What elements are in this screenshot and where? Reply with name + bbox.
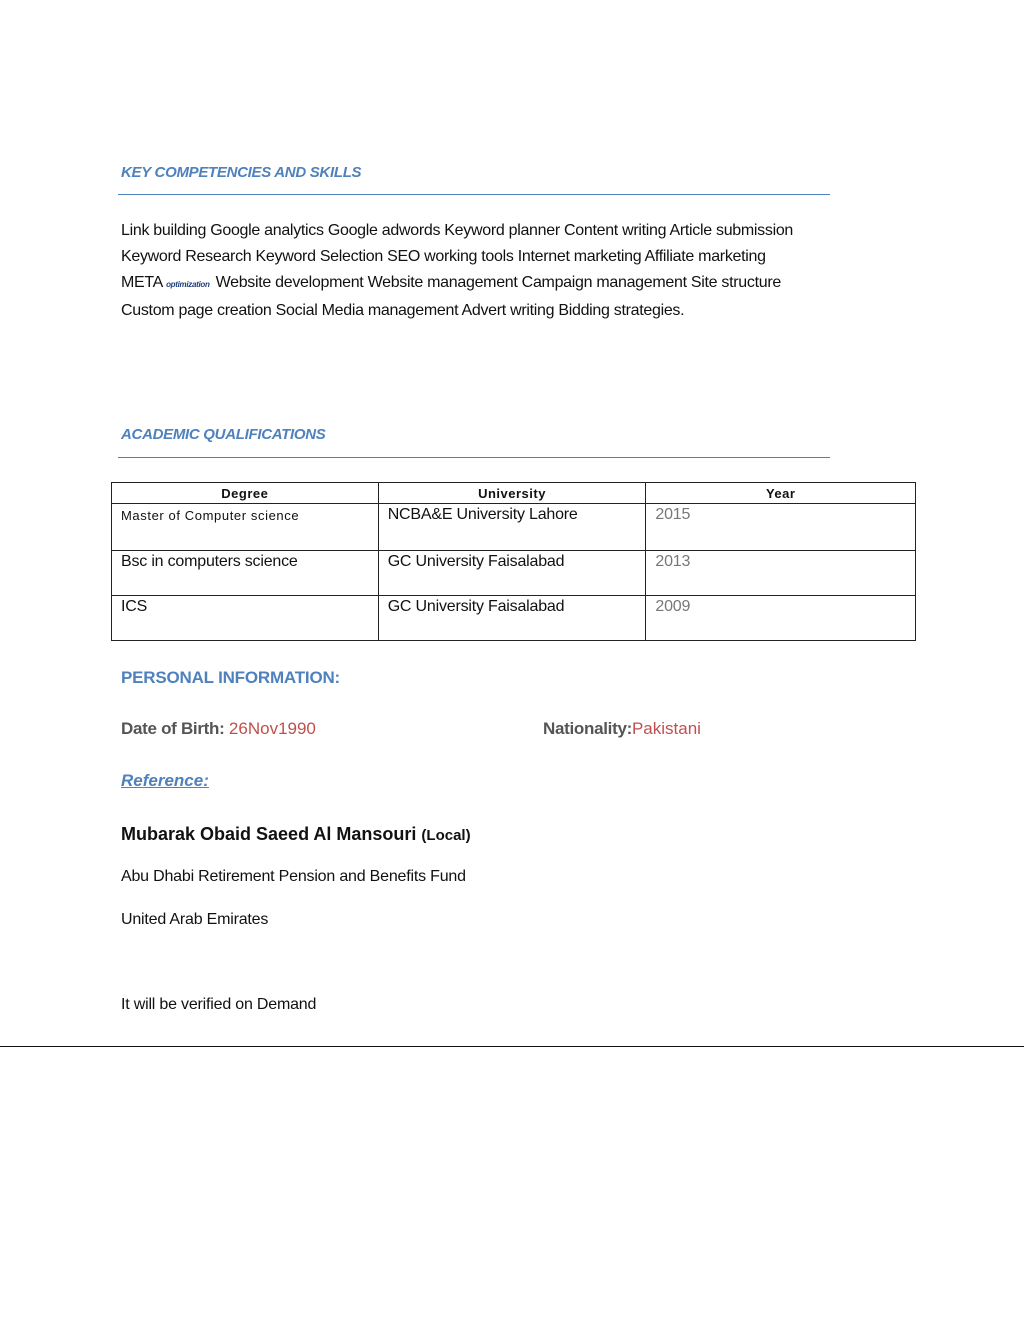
skills-line-3-rest: Website development Website management Campaign management Site structure (215, 274, 781, 291)
university-cell: GC University Faisalabad (378, 596, 646, 641)
key-competencies-title: KEY COMPETENCIES AND SKILLS (121, 164, 362, 181)
academic-table (111, 482, 916, 641)
dob-value: 26Nov1990 (228, 719, 316, 738)
university-cell: NCBA&E University Lahore (378, 504, 646, 551)
skills-line-4: Custom page creation Social Media management Advert writing Bidding strategies. (121, 302, 685, 319)
skills-line-1: Link building Google analytics Google adwords Keyword planner Content writing Article submission (121, 222, 794, 239)
table-row (112, 504, 916, 551)
section-divider (118, 457, 830, 458)
year-cell: 2009 (646, 596, 916, 641)
skills-optimization-small: optimization (166, 280, 210, 289)
skills-line-3 (121, 270, 881, 298)
degree-cell: ICS (112, 596, 379, 641)
table-header-row (112, 483, 916, 504)
header-degree: Degree (112, 483, 379, 504)
academic-title: ACADEMIC QUALIFICATIONS (121, 426, 326, 443)
reference-name-suffix: (Local) (421, 827, 471, 844)
header-university: University (378, 483, 646, 504)
table-row (112, 551, 916, 596)
skills-paragraph (121, 218, 881, 324)
year-cell: 2013 (646, 551, 916, 596)
header-year: Year (646, 483, 916, 504)
university-cell: GC University Faisalabad (378, 551, 646, 596)
section-divider (118, 194, 830, 195)
reference-org: Abu Dhabi Retirement Pension and Benefits Fund (121, 868, 466, 885)
reference-title: Reference: (121, 771, 209, 790)
personal-info-title: PERSONAL INFORMATION: (121, 668, 340, 687)
nationality-label: Nationality: (543, 719, 632, 738)
dob-label: Date of Birth: (121, 719, 225, 738)
nationality-value: Pakistani (631, 719, 701, 738)
verification-note: It will be verified on Demand (121, 996, 317, 1013)
degree-cell: Bsc in computers science (112, 551, 379, 596)
skills-line-2: Keyword Research Keyword Selection SEO working tools Internet marketing Affiliate marketing (121, 248, 766, 265)
reference-name: Mubarak Obaid Saeed Al Mansouri (121, 824, 417, 844)
degree-cell: Master of Computer science (112, 504, 379, 551)
dob-field (121, 719, 316, 739)
table-row (112, 596, 916, 641)
skills-meta: META (121, 274, 164, 291)
reference-country: United Arab Emirates (121, 911, 269, 928)
page-bottom-divider (0, 1046, 1024, 1047)
reference-name-line (121, 824, 471, 845)
year-cell: 2015 (646, 504, 916, 551)
nationality-field (543, 719, 701, 739)
